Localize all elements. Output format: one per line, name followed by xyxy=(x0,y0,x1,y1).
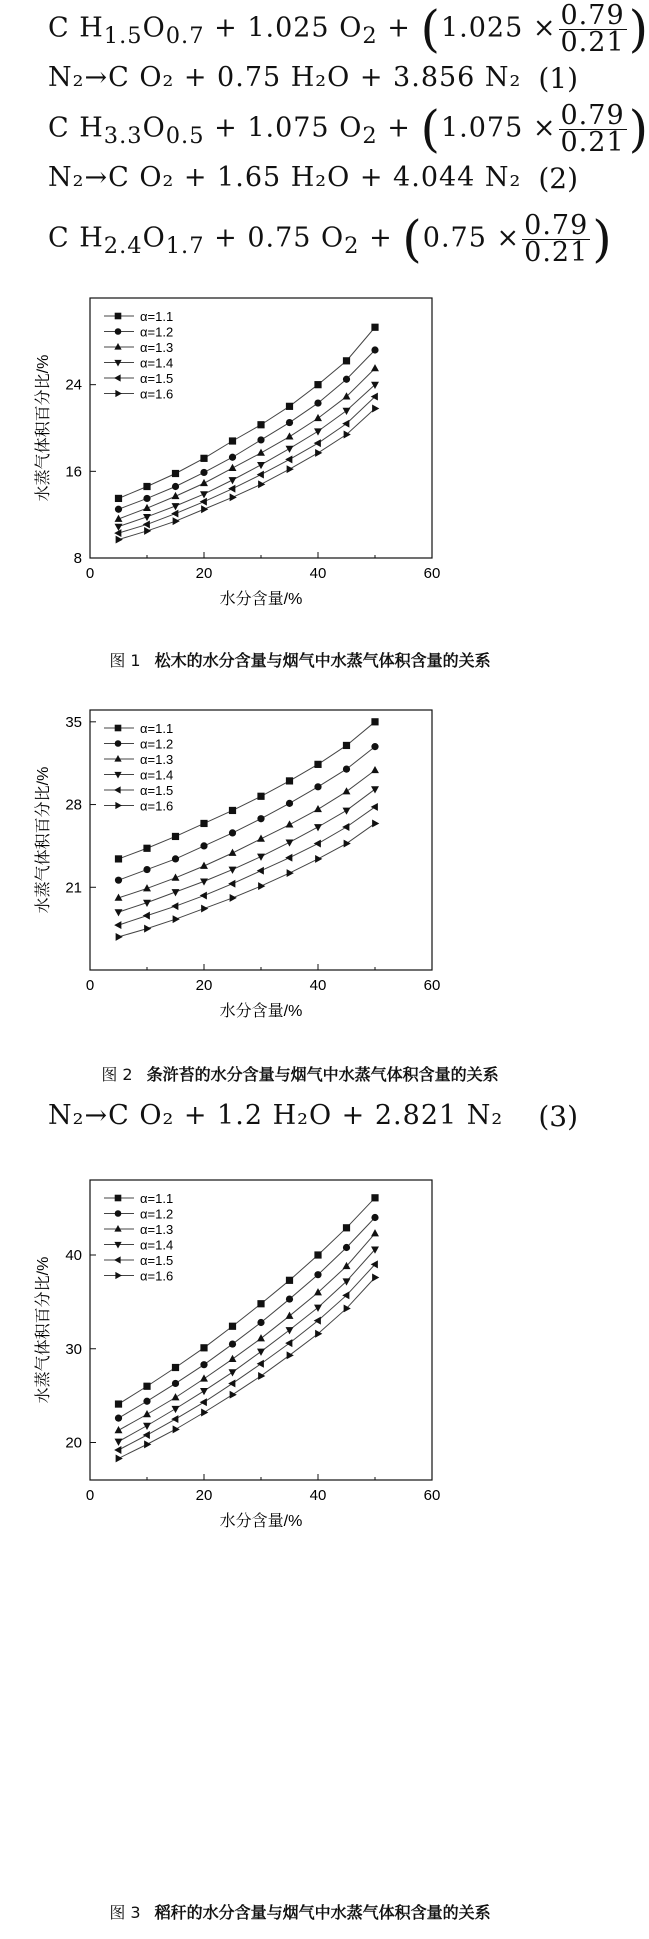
data-point xyxy=(229,464,237,471)
data-point xyxy=(201,1409,208,1417)
data-point xyxy=(228,1379,235,1387)
data-point xyxy=(314,805,322,812)
data-point xyxy=(229,807,236,814)
y-axis-label: 水蒸气体积百分比/% xyxy=(35,766,52,914)
data-point xyxy=(116,536,123,544)
data-point xyxy=(172,1380,179,1387)
data-point xyxy=(200,1344,207,1351)
data-point xyxy=(372,1274,379,1282)
data-point xyxy=(371,324,378,331)
data-point xyxy=(343,357,350,364)
data-point xyxy=(143,912,150,920)
data-point xyxy=(115,1439,123,1446)
legend-marker xyxy=(114,1242,121,1249)
legend-label: α=1.3 xyxy=(140,1222,174,1237)
data-point xyxy=(257,1300,264,1307)
x-tick-label: 0 xyxy=(85,1487,95,1504)
data-point xyxy=(200,1398,207,1406)
data-point xyxy=(314,414,322,421)
data-point xyxy=(371,786,379,793)
data-point xyxy=(229,849,237,856)
data-point xyxy=(257,867,264,875)
legend-marker xyxy=(114,1256,121,1263)
data-point xyxy=(229,1369,237,1376)
data-point xyxy=(172,855,179,862)
figure-2-caption: 图 2 条浒苔的水分含量与烟气中水蒸气体积含量的关系 xyxy=(101,1065,499,1084)
equation-2-number: (2) xyxy=(538,162,578,195)
data-point xyxy=(371,1260,378,1268)
equation-3-line-a: C $H_{2.4}O_{1.7} + 0.75$ $O_2 + (0.75$ × $\frac{0.79}{0.21}$ ) xyxy=(48,209,613,268)
legend-marker xyxy=(115,313,122,320)
x-tick-label: 20 xyxy=(195,1487,213,1504)
data-point xyxy=(143,1398,150,1405)
data-point xyxy=(116,1454,123,1462)
y-axis-label: 水蒸气体积百分比/% xyxy=(35,1256,52,1404)
legend-marker xyxy=(115,1195,122,1202)
legend-marker xyxy=(115,1210,122,1217)
data-point xyxy=(114,921,121,929)
data-point xyxy=(230,493,237,501)
data-point xyxy=(200,498,207,506)
data-point xyxy=(172,1364,179,1371)
data-point xyxy=(371,718,378,725)
data-point xyxy=(372,819,379,827)
data-point xyxy=(314,1288,322,1295)
data-point xyxy=(286,777,293,784)
data-point xyxy=(229,1323,236,1330)
data-point xyxy=(257,1319,264,1326)
equation-2-line-a: C $H_{3.3}O_{0.5} + 1.075$ $O_2 + (1.075$ × $\frac{0.79}{0.21}$ ) xyxy=(48,99,649,158)
legend-label: α=1.3 xyxy=(140,340,174,355)
legend-marker xyxy=(115,740,122,747)
y-tick-label: 8 xyxy=(73,550,82,567)
equation-1-line-a: C $H_{1.5}O_{0.7} + 1.025$ $O_2 + (1.025$ × $\frac{0.79}{0.21}$ ) xyxy=(48,0,649,58)
data-point xyxy=(315,449,322,457)
data-point xyxy=(200,1361,207,1368)
legend-label: α=1.5 xyxy=(140,1253,174,1268)
data-point xyxy=(286,1312,294,1319)
data-point xyxy=(287,869,294,877)
data-point xyxy=(286,1295,293,1302)
data-point xyxy=(144,527,151,535)
data-point xyxy=(229,1355,237,1362)
y-tick-label: 24 xyxy=(65,376,82,394)
data-point xyxy=(286,419,293,426)
data-point xyxy=(257,815,264,822)
data-point xyxy=(343,408,351,415)
data-point xyxy=(172,483,179,490)
data-point xyxy=(143,1423,151,1430)
x-tick-label: 60 xyxy=(423,1487,441,1504)
legend-marker xyxy=(114,374,121,381)
data-point xyxy=(286,839,294,846)
data-point xyxy=(115,1415,122,1422)
data-point xyxy=(257,834,265,841)
x-tick-label: 60 xyxy=(423,565,441,582)
legend-label: α=1.4 xyxy=(140,767,174,783)
legend-label: α=1.2 xyxy=(140,1206,174,1222)
data-point xyxy=(314,761,321,768)
data-point xyxy=(171,510,178,518)
y-tick-label: 21 xyxy=(65,879,82,897)
legend-label: α=1.5 xyxy=(140,371,174,386)
data-point xyxy=(200,469,207,476)
data-point xyxy=(172,833,179,840)
x-tick-label: 60 xyxy=(423,977,441,994)
data-point xyxy=(228,880,235,888)
data-point xyxy=(114,1446,121,1454)
data-point xyxy=(371,1214,378,1221)
x-axis-label: 水分含量/% xyxy=(219,1003,303,1020)
data-point xyxy=(115,1426,123,1433)
data-point xyxy=(371,346,378,353)
data-point xyxy=(371,364,379,371)
legend-marker xyxy=(114,755,121,762)
data-point xyxy=(257,471,264,479)
data-point xyxy=(257,462,265,469)
equation-2-line-b: N₂→C O₂ + 1.65 H₂O + 4.044 N₂ xyxy=(48,162,522,193)
data-point xyxy=(143,1410,151,1417)
chart-enteromorpha xyxy=(20,690,580,1040)
legend-label: α=1.6 xyxy=(140,1268,174,1284)
legend-marker xyxy=(115,390,122,397)
chart-pine xyxy=(20,278,580,628)
data-point xyxy=(343,765,350,772)
data-point xyxy=(143,1431,150,1439)
data-point xyxy=(201,505,208,513)
data-point xyxy=(115,506,122,513)
data-point xyxy=(314,1271,321,1278)
data-point xyxy=(115,855,122,862)
data-point xyxy=(258,882,265,890)
data-point xyxy=(143,495,150,502)
data-point xyxy=(173,1425,180,1433)
data-point xyxy=(343,808,351,815)
data-point xyxy=(200,842,207,849)
data-point xyxy=(200,892,207,900)
y-tick-label: 20 xyxy=(65,1434,82,1452)
equation-1-number: (1) xyxy=(538,62,578,95)
data-point xyxy=(115,495,122,502)
x-axis-label: 水分含量/% xyxy=(219,591,303,608)
data-point xyxy=(286,403,293,410)
data-point xyxy=(115,877,122,884)
data-point xyxy=(173,915,180,923)
data-point xyxy=(229,454,236,461)
legend-label: α=1.6 xyxy=(140,798,174,814)
x-tick-label: 20 xyxy=(195,565,213,582)
data-point xyxy=(371,1229,379,1236)
data-point xyxy=(258,480,265,488)
data-point xyxy=(314,1251,321,1258)
y-axis-label: 水蒸气体积百分比/% xyxy=(35,354,52,502)
data-point xyxy=(230,1391,237,1399)
data-point xyxy=(172,1406,180,1413)
legend-marker xyxy=(114,772,121,779)
data-point xyxy=(286,446,294,453)
data-point xyxy=(343,787,351,794)
data-point xyxy=(257,421,264,428)
legend-marker xyxy=(115,328,122,335)
data-point xyxy=(228,485,235,493)
data-point xyxy=(343,742,350,749)
data-point xyxy=(143,520,150,528)
data-point xyxy=(171,902,178,910)
equation-1-line-b: N₂→C O₂ + 0.75 H₂O + 3.856 N₂ xyxy=(48,62,522,93)
data-point xyxy=(314,840,321,848)
y-tick-label: 35 xyxy=(65,713,82,731)
data-point xyxy=(314,1305,322,1312)
data-point xyxy=(115,1400,122,1407)
data-point xyxy=(257,436,264,443)
data-point xyxy=(257,793,264,800)
data-point xyxy=(371,766,379,773)
data-point xyxy=(116,933,123,941)
chart-rice-straw xyxy=(20,1160,580,1550)
data-point xyxy=(143,866,150,873)
data-point xyxy=(344,1304,351,1312)
data-point xyxy=(230,894,237,902)
legend-label: α=1.2 xyxy=(140,324,174,340)
data-point xyxy=(200,455,207,462)
data-point xyxy=(371,382,379,389)
data-point xyxy=(286,432,294,439)
data-point xyxy=(257,1349,265,1356)
legend-label: α=1.3 xyxy=(140,752,174,767)
data-point xyxy=(314,428,322,435)
data-point xyxy=(286,800,293,807)
y-tick-label: 16 xyxy=(65,463,82,481)
data-point xyxy=(372,405,379,413)
data-point xyxy=(200,820,207,827)
data-point xyxy=(257,449,265,456)
y-tick-label: 40 xyxy=(65,1247,82,1264)
data-point xyxy=(114,529,121,537)
legend-label: α=1.4 xyxy=(140,1237,174,1253)
data-point xyxy=(343,1224,350,1231)
legend-label: α=1.1 xyxy=(140,721,174,736)
data-point xyxy=(286,1277,293,1284)
legend-marker xyxy=(114,786,121,793)
data-point xyxy=(229,1340,236,1347)
legend-label: α=1.6 xyxy=(140,386,174,402)
data-point xyxy=(314,783,321,790)
legend-marker xyxy=(114,1225,121,1232)
equation-3-line-b: N₂→C O₂ + 1.2 H₂O + 2.821 N₂ xyxy=(48,1100,504,1131)
data-point xyxy=(371,1194,378,1201)
data-point xyxy=(343,376,350,383)
data-point xyxy=(342,823,349,831)
data-point xyxy=(229,437,236,444)
legend-label: α=1.1 xyxy=(140,1191,174,1206)
legend-marker xyxy=(114,343,121,350)
data-point xyxy=(200,1388,208,1395)
data-point xyxy=(314,824,322,831)
data-point xyxy=(229,829,236,836)
data-point xyxy=(314,381,321,388)
x-tick-label: 0 xyxy=(85,565,95,582)
x-axis-label: 水分含量/% xyxy=(219,1513,303,1530)
x-tick-label: 0 xyxy=(85,977,95,994)
data-point xyxy=(172,470,179,477)
data-point xyxy=(287,465,294,473)
data-point xyxy=(286,1327,294,1334)
x-tick-label: 40 xyxy=(309,977,327,994)
x-tick-label: 40 xyxy=(309,565,327,582)
legend-marker xyxy=(115,1272,122,1279)
legend-marker xyxy=(114,360,121,367)
legend-label: α=1.5 xyxy=(140,783,174,798)
legend-label: α=1.4 xyxy=(140,355,174,371)
data-point xyxy=(285,854,292,862)
data-point xyxy=(143,483,150,490)
figure-1-caption: 图 1 松木的水分含量与烟气中水蒸气体积含量的关系 xyxy=(109,651,491,670)
data-point xyxy=(171,1415,178,1423)
x-tick-label: 40 xyxy=(309,1487,327,1504)
data-point xyxy=(257,1334,265,1341)
data-point xyxy=(200,1374,208,1381)
x-tick-label: 20 xyxy=(195,977,213,994)
data-point xyxy=(343,1244,350,1251)
data-point xyxy=(173,517,180,525)
data-point xyxy=(371,743,378,750)
y-tick-label: 30 xyxy=(65,1340,82,1358)
data-point xyxy=(144,1440,151,1448)
series-line xyxy=(119,385,376,527)
data-point xyxy=(201,905,208,913)
data-point xyxy=(172,1393,180,1400)
data-point xyxy=(143,845,150,852)
data-point xyxy=(115,909,123,916)
data-point xyxy=(314,399,321,406)
figure-3-caption: 图 3 稻秆的水分含量与烟气中水蒸气体积含量的关系 xyxy=(109,1903,491,1922)
equation-3-number: (3) xyxy=(538,1100,578,1133)
data-point xyxy=(343,1278,351,1285)
data-point xyxy=(286,820,294,827)
data-point xyxy=(315,855,322,863)
data-point xyxy=(229,477,237,484)
data-point xyxy=(143,1383,150,1390)
legend-marker xyxy=(115,725,122,732)
y-tick-label: 28 xyxy=(65,796,82,814)
legend-label: α=1.2 xyxy=(140,736,174,752)
series-line xyxy=(119,1264,376,1450)
series-line xyxy=(119,823,376,936)
data-point xyxy=(314,439,321,447)
data-point xyxy=(285,455,292,463)
legend-marker xyxy=(115,802,122,809)
series-line xyxy=(119,409,376,540)
data-point xyxy=(144,925,151,933)
data-point xyxy=(200,479,208,486)
legend-label: α=1.1 xyxy=(140,309,174,324)
